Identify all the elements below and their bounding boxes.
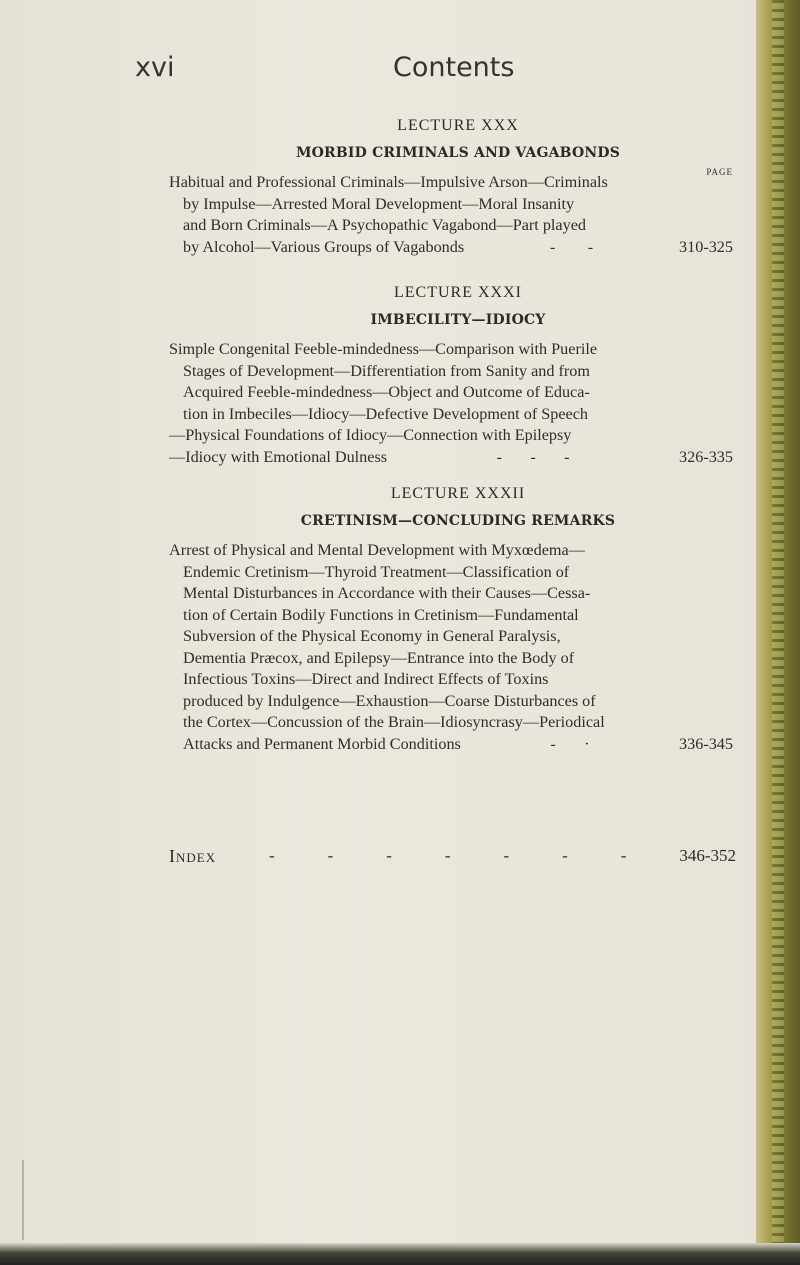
synopsis-last-line [183,237,733,259]
page-range: 310-325 [679,237,733,256]
leader-dashes: - · [550,734,590,753]
synopsis-line: the Cortex—Concussion of the Brain—Idiosyncrasy—Periodical [183,713,605,731]
page-bottom-edge [0,1243,800,1265]
lecture-subject: CRETINISM—CONCLUDING REMARKS [300,513,616,529]
leader-dash: - [562,846,568,865]
synopsis-line: Dementia Præcox, and Epilepsy—Entrance into the Body of [183,648,575,667]
synopsis-line: Acquired Feeble-mindedness—Object and Outcome of Educa- [183,383,590,401]
synopsis-line: tion of Certain Bodily Functions in Cretinism—Fundamental [183,605,579,624]
synopsis-line: Endemic Cretinism—Thyroid Treatment—Classification of [183,562,570,581]
leader-dash: - [269,846,275,865]
synopsis-line: Attacks and Permanent Morbid Conditions [183,734,461,753]
synopsis-line: Habitual and Professional Criminals—Impulsive Arson—Criminals [169,173,608,191]
page-column-label: PAGE [706,167,733,177]
lecture-synopsis [169,167,733,258]
synopsis-line: tion in Imbeciles—Idiocy—Defective Development of Speech [183,404,589,423]
running-header [135,52,720,92]
lecture-number: LECTURE XXXII [390,485,526,502]
leader-dash: - [386,846,392,865]
gutter-mark [22,1160,24,1240]
lecture-section [169,117,733,258]
lecture-section [169,284,733,468]
synopsis-line: Mental Disturbances in Accordance with their Causes—Cessa- [183,584,591,602]
leader-dashes: - - [550,237,594,256]
synopsis-line: —Idiocy with Emotional Dulness [169,447,388,466]
synopsis-line: Subversion of the Physical Economy in General Paralysis, [183,627,561,645]
synopsis-line: and Born Criminals—A Psychopathic Vagabond—Part played [183,216,586,234]
lecture-subject: MORBID CRIMINALS AND VAGABONDS [295,145,621,161]
lecture-section [169,485,733,755]
leader-dash: - [327,846,334,865]
synopsis-line: —Physical Foundations of Idiocy—Connection with Epilepsy [169,426,572,444]
leader-dash: - [620,846,627,865]
synopsis-line: by Alcohol—Various Groups of Vagabonds [183,237,465,256]
synopsis-line: by Impulse—Arrested Moral Development—Moral Insanity [183,194,575,213]
synopsis-last-line [169,447,733,469]
page-range: 336-345 [679,734,733,753]
lecture-number: LECTURE XXXI [394,284,522,301]
leader-dashes: - - - [496,447,570,466]
synopsis-last-line [183,734,733,756]
lecture-synopsis [169,339,733,468]
folio: xvi [135,52,175,83]
leader-dash: - [503,846,510,865]
leader-dash: - [444,846,451,865]
book-spine-edge [756,0,800,1265]
page-range: 346-352 [679,846,736,865]
synopsis-line: produced by Indulgence—Exhaustion—Coarse Disturbances of [183,691,596,710]
index-label: Index [169,846,217,866]
synopsis-line: Stages of Development—Differentiation from Sanity and from [183,361,590,380]
index-entry [169,846,736,867]
synopsis-line: Infectious Toxins—Direct and Indirect Effects of Toxins [183,670,549,688]
lecture-subject: IMBECILITY—IDIOCY [370,312,546,328]
running-title: Contents [393,52,515,83]
synopsis-line: Simple Congenital Feeble-mindedness—Comparison with Puerile [169,340,598,358]
synopsis-line: Arrest of Physical and Mental Development with Myxœdema— [169,541,585,559]
lecture-synopsis [169,540,733,755]
page-range: 326-335 [679,447,733,466]
lecture-number: LECTURE XXX [397,117,519,134]
